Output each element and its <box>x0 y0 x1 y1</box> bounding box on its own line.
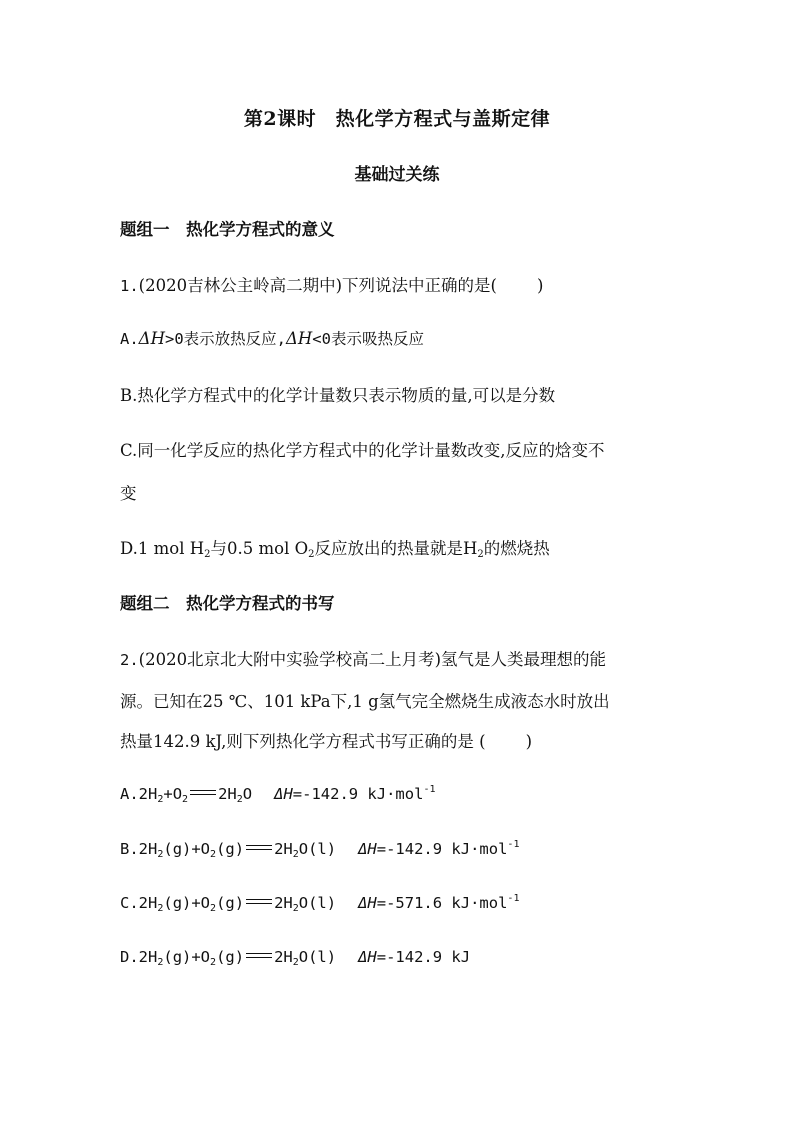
q1-option-b[interactable]: B.热化学方程式中的化学计量数只表示物质的量,可以是分数 <box>120 386 556 405</box>
q2-stem-line3: 热量142.9 kJ,则下列热化学方程式书写正确的是 ( ) <box>120 732 532 751</box>
q2-number: 2. <box>120 651 139 669</box>
delta-h-symbol: ΔH <box>358 948 377 966</box>
q2-source: (2020北京北大附中实验学校高二上月考) <box>138 650 442 669</box>
delta-h-symbol: ΔH <box>358 894 377 912</box>
q2-option-b[interactable]: $B.2H_2(g)+O_2(g)$ $2H_2O(l)$ ΔH=-142.9 kJ·mol$^{-1}$ <box>120 839 520 860</box>
q1-option-c-line1[interactable]: C.同一化学反应的热化学方程式中的化学计量数改变,反应的焓变不 <box>120 441 605 460</box>
group1-title: 题组一 热化学方程式的意义 <box>120 220 335 239</box>
q1-option-a[interactable]: A.ΔH>0表示放热反应,ΔH<0表示吸热反应 <box>120 329 424 348</box>
q1-source: (2020吉林公主岭高二期中) <box>138 276 343 295</box>
q2-option-c[interactable]: $C.2H_2(g)+O_2(g)$ $2H_2O(l)$ ΔH=-571.6 kJ·mol$^{-1}$ <box>120 893 520 914</box>
equation-equals-sign <box>246 953 272 958</box>
page-title: 第2课时 热化学方程式与盖斯定律 <box>243 108 551 130</box>
q2-option-a[interactable]: $A.2H_2+O_2$ $2H_2O$ ΔH=-142.9 kJ·mol$^{-1}$ <box>120 784 436 805</box>
q2-stem-line1: 2.(2020北京北大附中实验学校高二上月考)氢气是人类最理想的能 <box>120 650 607 669</box>
q2-stem-line2: 源。已知在25 ℃、101 kPa下,1 g氢气完全燃烧生成液态水时放出 <box>120 692 610 711</box>
delta-h-symbol: ΔH <box>138 329 165 348</box>
q1-option-d[interactable]: D.1 mol $H_2$与0.5 mol $O_2$反应放出的热量就是$H_2$的燃烧热 <box>120 539 550 560</box>
q1-number: 1. <box>120 277 139 295</box>
delta-h-symbol: ΔH <box>358 840 377 858</box>
q2-option-d[interactable]: $D.2H_2(g)+O_2(g)$ $2H_2O(l)$ ΔH=-142.9 kJ <box>120 948 471 968</box>
q1-option-c-line2: 变 <box>120 484 137 503</box>
delta-h-symbol: ΔH <box>274 785 293 803</box>
q1-stem <box>120 272 680 296</box>
equation-equals-sign <box>190 790 216 795</box>
delta-h-symbol: ΔH <box>285 329 313 348</box>
group2-title: 题组二 热化学方程式的书写 <box>120 594 335 613</box>
q1-stem-end: ) <box>536 276 544 295</box>
equation-equals-sign <box>246 899 272 904</box>
section-subtitle: 基础过关练 <box>354 165 440 185</box>
equation-equals-sign <box>246 845 272 850</box>
q1-stem-text: 下列说法中正确的是( <box>342 276 497 295</box>
